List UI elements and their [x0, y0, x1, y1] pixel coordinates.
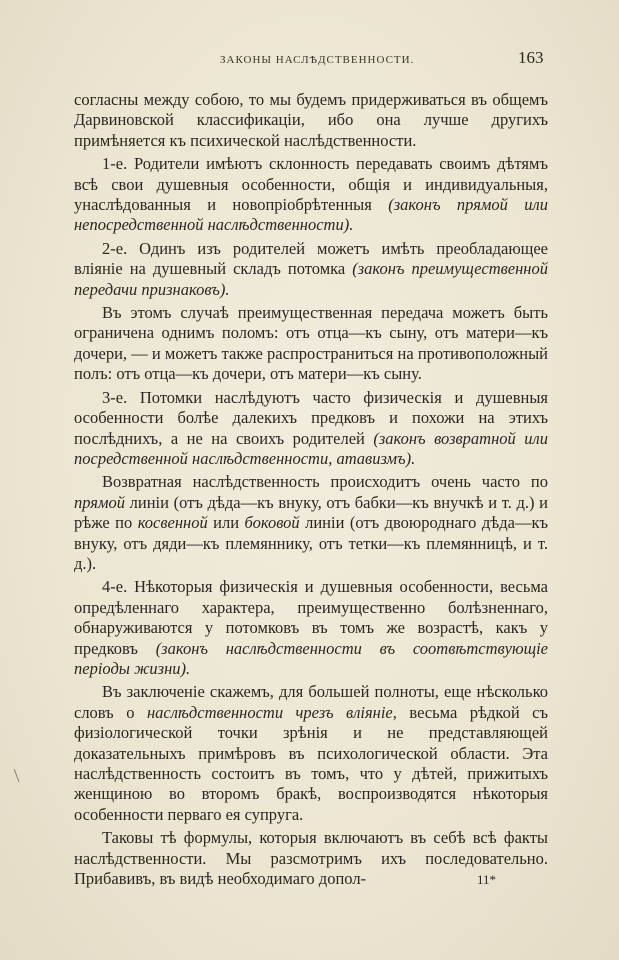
paragraph-continuation	[74, 90, 548, 151]
italic-run: наслѣдственности чрезъ вліяніе	[146, 702, 393, 722]
margin-mark	[14, 768, 23, 783]
italic-run: (законъ наслѣдственности въ соотвѣтствующіе періоды жизни).	[74, 638, 549, 678]
italic-run: косвенной	[137, 513, 208, 533]
text-run: 1-е. Родители имѣютъ склонность передавать своимъ дѣтямъ всѣ свои душевныя особенности, общія и индивидуальныя, унаслѣдованныя и новопріобрѣтенныя	[74, 154, 548, 215]
text-run: 2-е. Одинъ изъ родителей можетъ имѣть преобладающее вліяніе на душевный складъ потомка	[74, 238, 548, 279]
text-run: линіи (отъ двоюроднаго дѣда—къ внуку, отъ дяди—къ племяннику, отъ тетки—къ племянницѣ, и т. д.).	[74, 513, 548, 573]
paragraph-conclusion	[74, 682, 548, 825]
italic-run: (законъ преимущественной передачи признаковъ).	[74, 259, 548, 299]
text-run: 4-е. Нѣкоторыя физическія и душевныя особенности, весьма опредѣленнаго характера, преимущественно болѣзненнаго, обнаруживаются у потомковъ въ томъ же возрастѣ, какъ у предковъ	[74, 577, 548, 658]
text-run: Въ этомъ случаѣ преимущественная передача можетъ быть ограничена однимъ поломъ: отъ отца—къ сыну, отъ матери—къ дочери, — и можетъ также распространиться на противоположный полъ: отъ отца—къ дочери, отъ матери—къ сыну.	[74, 303, 548, 384]
text-run: Возвратная наслѣдственность происходитъ очень часто по	[102, 472, 548, 492]
text-run: , весьма рѣдкой съ физіологической точки зрѣнія и не представляющей доказательныхъ примѣровъ въ психологической области. Эта наслѣдственность состоитъ въ томъ, что у дѣтей, прижитыхъ женщиною во второмъ бракѣ, воспроизводятся нѣкоторыя особенности перваго ея супруга.	[74, 702, 548, 824]
text-run: согласны между собою, то мы будемъ придерживаться въ общемъ Дарвиновской классификаціи, ибо она лучше другихъ примѣняется къ психической наслѣдственности.	[74, 90, 548, 150]
text-run: или	[207, 513, 245, 533]
page-number: 163	[518, 48, 544, 67]
paragraph-law-2	[74, 239, 548, 300]
text-run: линіи (отъ дѣда—къ внуку, отъ бабки—къ внучкѣ и т. д.) и рѣже по	[74, 492, 548, 533]
text-run: Въ заключеніе скажемъ, для большей полноты, еще нѣсколько словъ о	[74, 682, 548, 722]
italic-run: (законъ прямой или непосредственной наслѣдственности).	[74, 195, 548, 235]
italic-run: прямой	[74, 492, 125, 512]
body-text	[74, 90, 548, 892]
paragraph-law-3-note	[74, 472, 548, 574]
paragraph-law-2-note	[74, 303, 548, 385]
paragraph-law-3	[74, 388, 548, 470]
running-head: ЗАКОНЫ НАСЛѢДСТВЕННОСТИ.	[220, 54, 415, 66]
italic-run: боковой	[244, 513, 300, 533]
text-run: 3-е. Потомки наслѣдуютъ часто физическія и душевныя особенности болѣе далекихъ предковъ и похожи на этихъ послѣднихъ, а не на своихъ родителей	[74, 387, 548, 448]
paragraph-law-1	[74, 154, 548, 236]
text-run: Таковы тѣ формулы, которыя включаютъ въ себѣ всѣ факты наслѣдственности. Мы разсмотримъ ихъ последовательно. Прибавивъ, въ видѣ необходимаго допол-	[74, 828, 548, 889]
italic-run: (законъ возвратной или посредственной наслѣдственности, атавизмъ).	[74, 428, 548, 468]
signature-mark: 11*	[477, 872, 497, 887]
paragraph-law-4	[74, 577, 548, 679]
